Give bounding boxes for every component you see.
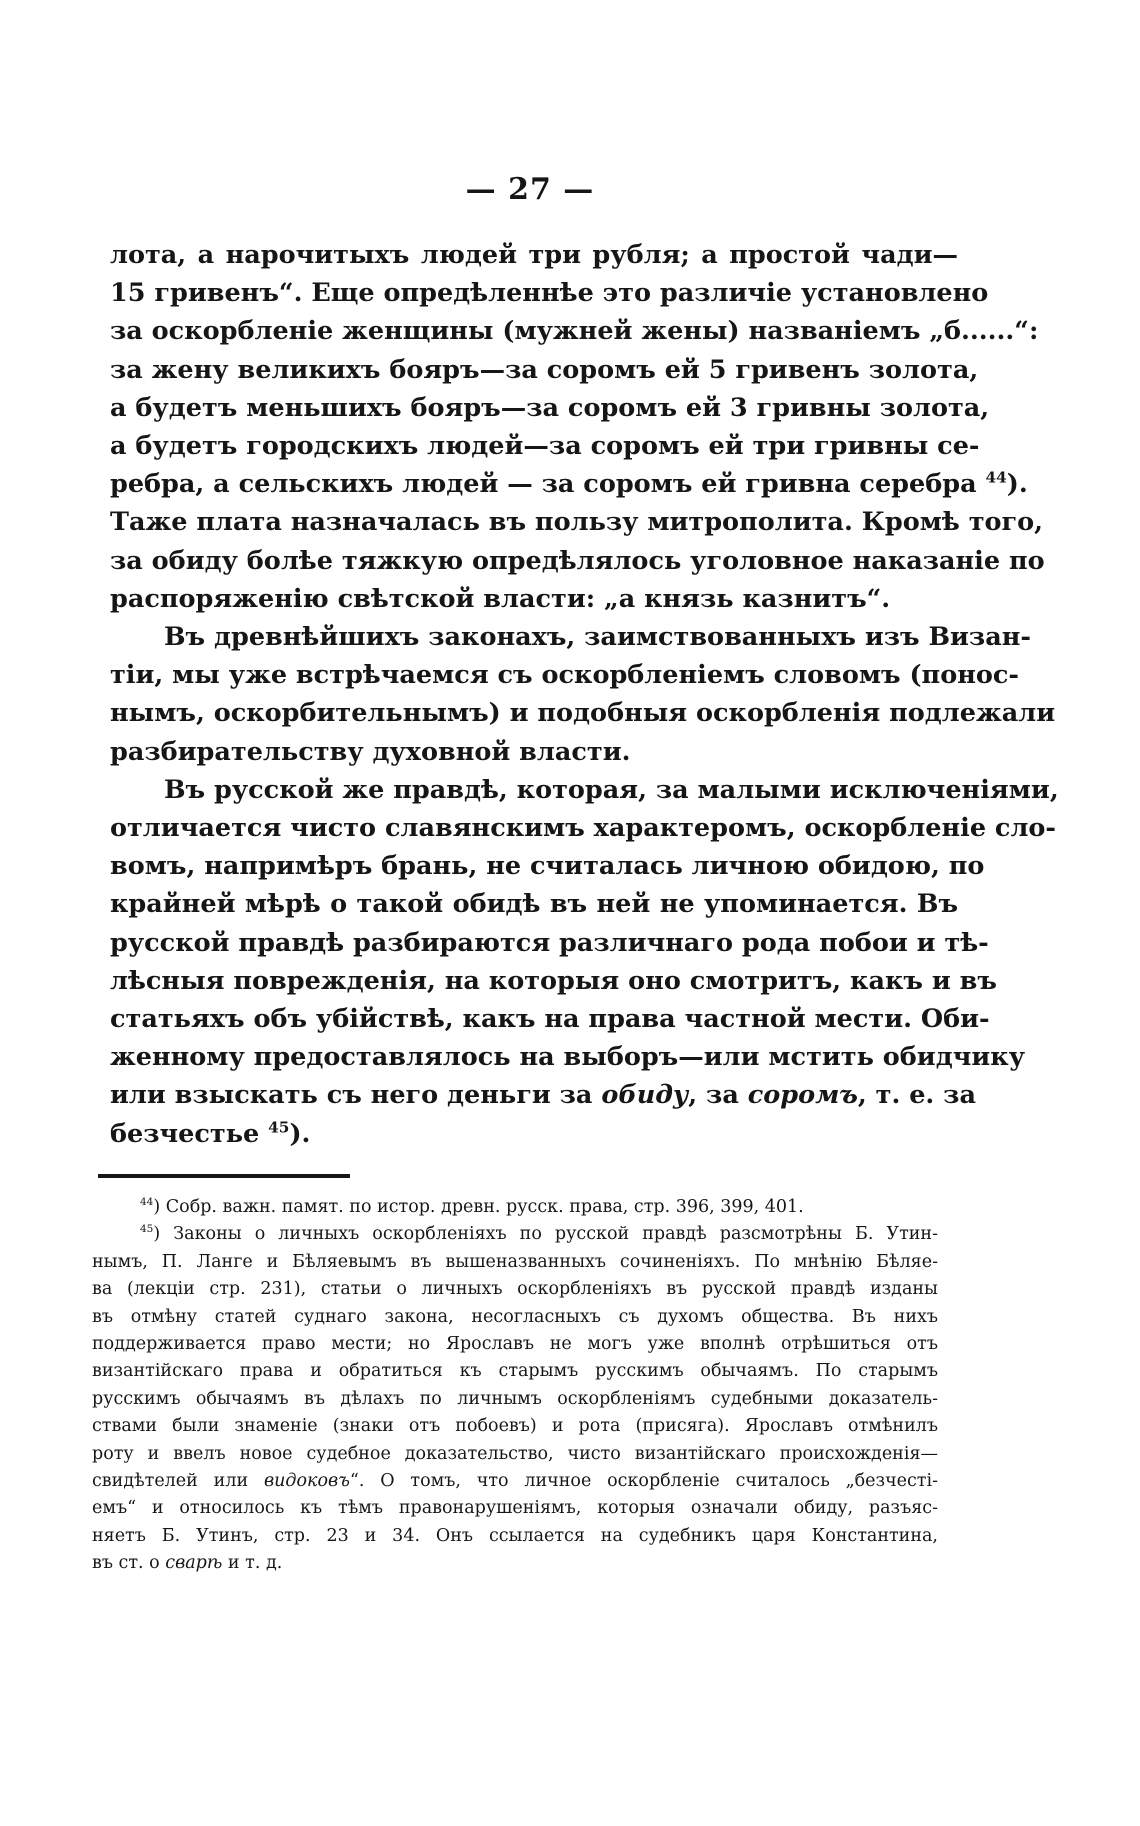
footnote-ref-44: 44 <box>985 468 1007 487</box>
paragraph-2 <box>110 618 1056 771</box>
text-line: а будетъ городскихъ людей—за соромъ ей три гривны се- <box>110 431 980 462</box>
text-fragment: и т. д. <box>222 1553 283 1574</box>
text-line: лота, а нарочитыхъ людей три рубля; а простой чади— <box>110 240 958 270</box>
text-fragment: , за <box>688 1080 748 1111</box>
main-text <box>110 236 1059 1153</box>
text-fragment: въ ст. о <box>92 1553 166 1574</box>
text-line <box>110 1115 958 1153</box>
text-line: вомъ, напримѣръ брань, не считалась личною обидою, по <box>110 851 985 882</box>
page-number: — 27 — <box>465 172 595 207</box>
text-line: Въ древнѣйшихъ законахъ, заимствованныхъ изъ Визан- <box>164 622 1031 653</box>
text-line: тіи, мы уже встрѣчаемся съ оскорбленіемъ словомъ (понос- <box>110 660 1020 691</box>
footnote-45 <box>92 1221 938 1248</box>
footnotes <box>92 1194 938 1578</box>
footnote-line: византійскаго права и обратиться къ старымъ русскимъ обычаямъ. По старымъ <box>92 1361 938 1382</box>
text-line: распоряженію свѣтской власти: „а князь казнитъ“. <box>110 583 891 614</box>
footnote-separator <box>98 1174 350 1178</box>
footnote-44 <box>92 1194 938 1221</box>
footnote-line: нымъ, П. Ланге и Бѣляевымъ въ вышеназванныхъ сочиненіяхъ. По мнѣнію Бѣляе- <box>92 1251 938 1272</box>
text-fragment: ) Законы о личныхъ оскорбленіяхъ по русской правдѣ разсмотрѣны Б. Утин- <box>153 1224 938 1245</box>
text-line: разбирательству духовной власти. <box>110 736 631 767</box>
footnote-line: емъ“ и относилось къ тѣмъ правонарушеніямъ, которыя означали обиду, разъяс- <box>92 1498 938 1519</box>
footnote-line: роту и ввелъ новое судебное доказательство, чисто византійскаго происхожденія— <box>92 1443 938 1464</box>
text-line: русской правдѣ разбираются различнаго рода побои и тѣ- <box>110 927 989 958</box>
text-line: Въ русской же правдѣ, которая, за малыми исключеніями, <box>164 774 1059 805</box>
text-fragment: безчестье <box>110 1118 269 1149</box>
text-fragment: ) Собр. важн. памят. по истор. древн. русск. права, стр. 396, 399, 401. <box>153 1197 804 1217</box>
footnote-mark: 45 <box>140 1223 154 1236</box>
text-line: за обиду болѣе тяжкую опредѣлялось уголовное наказаніе по <box>110 545 1045 576</box>
footnote-line: ствами были знаменіе (знаки отъ побоевъ) и рота (присяга). Ярославъ отмѣнилъ <box>92 1416 938 1437</box>
text-line: крайней мѣрѣ о такой обидѣ въ ней не упоминается. Въ <box>110 889 958 920</box>
text-line <box>110 1076 976 1114</box>
text-line: статьяхъ объ убійствѣ, какъ на права частной мести. Оби- <box>110 1004 990 1035</box>
text-line: а будетъ меньшихъ бояръ—за соромъ ей 3 гривны золота, <box>110 392 990 423</box>
text-line: 15 гривенъ“. Еще опредѣленнѣе это различіе установлено <box>110 278 989 309</box>
footnote-mark: 44 <box>140 1196 154 1209</box>
text-fragment: свидѣтелей или <box>92 1471 264 1492</box>
text-fragment: ребра, а сельскихъ людей — за соромъ ей гривна серебра <box>110 469 977 500</box>
text-line: Таже плата назначалась въ пользу митрополита. Кромѣ того, <box>110 507 1044 538</box>
text-line <box>110 465 1028 503</box>
italic-word: сварѣ <box>165 1553 223 1574</box>
footnote-line <box>92 1468 938 1495</box>
text-fragment: или взыскать съ него деньги за <box>110 1080 602 1111</box>
footnote-line: русскимъ обычаямъ въ дѣлахъ по личнымъ оскорбленіямъ судебными доказатель- <box>92 1388 938 1409</box>
text-line: нымъ, оскорбительнымъ) и подобныя оскорбленія подлежали <box>110 698 1056 729</box>
footnote-line: ва (лекціи стр. 231), статьи о личныхъ оскорбленіяхъ въ русской правдѣ изданы <box>92 1279 938 1300</box>
italic-word: обиду <box>601 1080 689 1111</box>
paragraph-1 <box>110 236 1045 618</box>
footnote-line: въ отмѣну статей суднаго закона, несогласныхъ съ духомъ общества. Въ нихъ <box>92 1306 938 1327</box>
text-line: за оскорбленіе женщины (мужней жены) названіемъ „б......“: <box>110 316 1039 347</box>
text-fragment: ). <box>1006 469 1028 500</box>
text-line: отличается чисто славянскимъ характеромъ, оскорбленіе сло- <box>110 813 1057 844</box>
italic-word: соромъ <box>747 1080 858 1111</box>
text-line: женному предоставлялось на выборъ—или мстить обидчику <box>110 1042 1026 1073</box>
paragraph-3 <box>110 771 1059 1153</box>
text-line: лѣсныя поврежденія, на которыя оно смотритъ, какъ и въ <box>110 965 997 996</box>
text-fragment: ). <box>289 1118 311 1149</box>
footnote-line <box>92 1550 938 1577</box>
footnote-ref-45: 45 <box>268 1118 290 1137</box>
text-fragment: , т. е. за <box>857 1080 976 1111</box>
footnote-line: няетъ Б. Утинъ, стр. 23 и 34. Онъ ссылается на судебникъ царя Константина, <box>92 1525 938 1546</box>
italic-word: видоковъ <box>263 1471 350 1492</box>
footnote-line: поддерживается право мести; но Ярославъ не могъ уже вполнѣ отрѣшиться отъ <box>92 1334 938 1355</box>
text-line: за жену великихъ бояръ—за соромъ ей 5 гривенъ золота, <box>110 354 979 385</box>
text-fragment: “. О томъ, что личное оскорбленіе считалось „безчестi- <box>349 1471 939 1492</box>
